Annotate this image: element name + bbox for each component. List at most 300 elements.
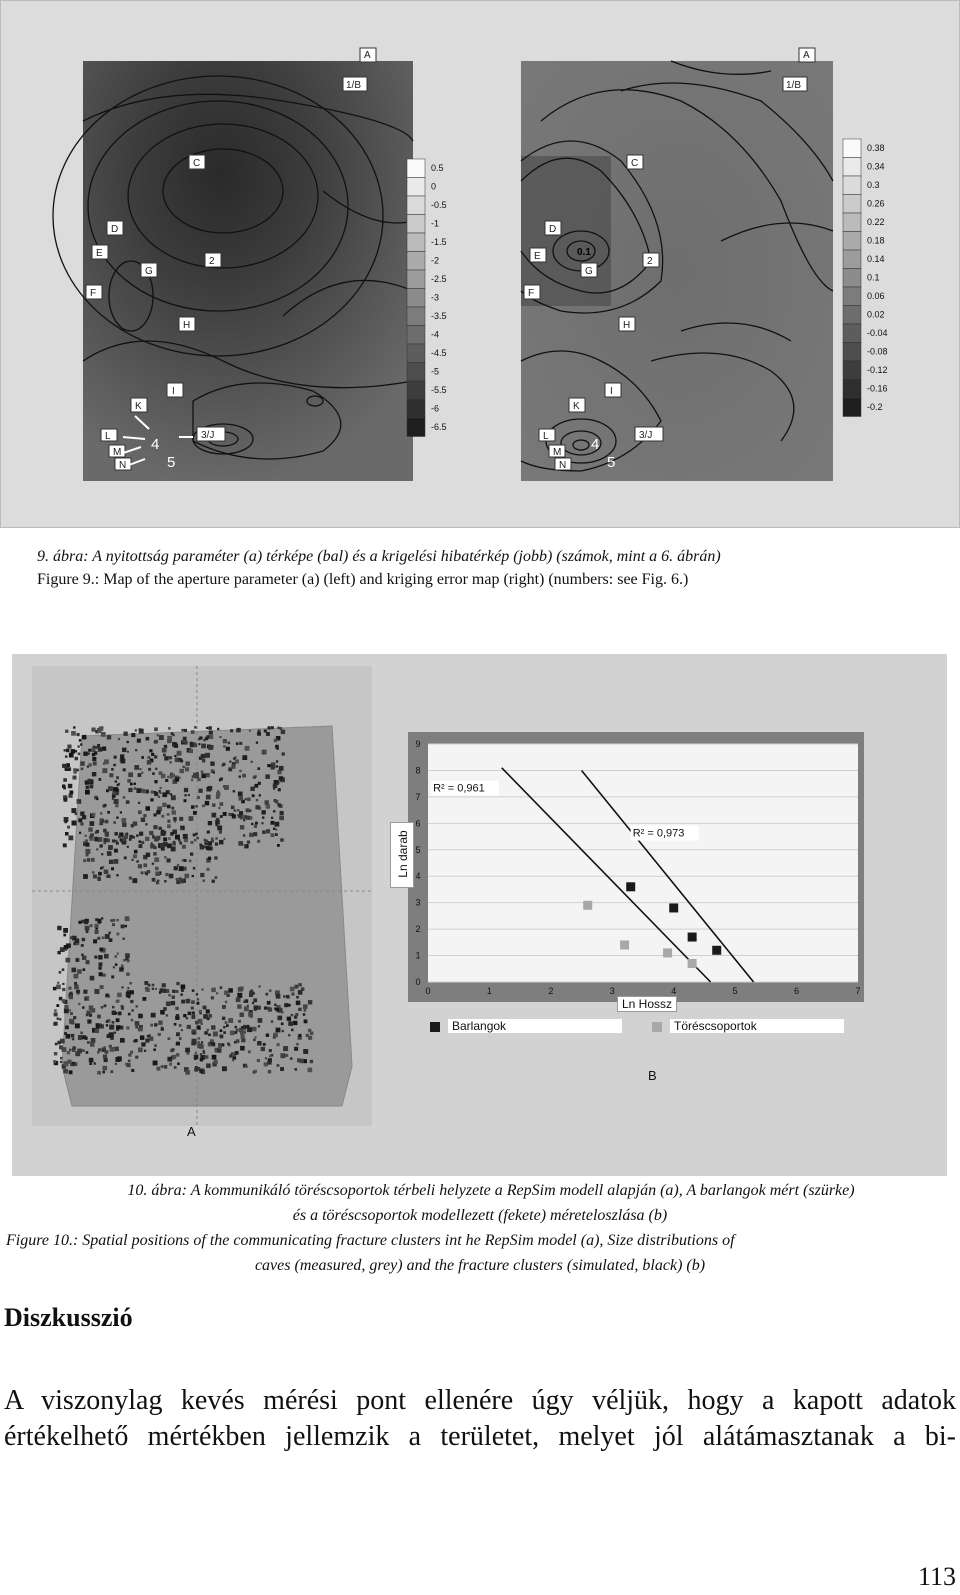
cloud-point <box>141 772 143 774</box>
cloud-point <box>187 1025 191 1029</box>
cloud-point <box>261 822 263 824</box>
cloud-point <box>219 736 221 738</box>
cloud-point <box>139 844 143 848</box>
cloud-point <box>268 726 271 729</box>
scale-tick-label: 0.34 <box>867 161 885 172</box>
cloud-point <box>128 788 132 792</box>
cloud-point <box>265 800 269 804</box>
cloud-point <box>56 1004 59 1007</box>
cloud-point <box>82 938 86 942</box>
scale-tick-label: 0.5 <box>431 163 444 173</box>
cloud-point <box>109 845 113 849</box>
cloud-point <box>71 731 76 736</box>
cloud-point <box>136 860 138 862</box>
cloud-point <box>280 1067 284 1071</box>
cloud-point <box>278 788 281 791</box>
kriging-error-map <box>521 50 833 481</box>
cloud-point <box>140 1035 145 1040</box>
y-tick-label: 6 <box>415 818 421 829</box>
cloud-point <box>98 872 102 876</box>
cloud-point <box>109 773 113 777</box>
cloud-point <box>181 729 184 732</box>
cloud-point <box>150 1024 153 1027</box>
cloud-point <box>284 1003 288 1007</box>
cloud-point <box>162 983 166 987</box>
cloud-point <box>84 921 88 925</box>
cloud-point <box>199 1069 203 1073</box>
cloud-point <box>220 815 223 818</box>
cloud-point <box>120 759 125 764</box>
cloud-point <box>65 730 68 733</box>
cloud-point <box>81 954 83 956</box>
cloud-point <box>114 1047 119 1052</box>
cloud-point <box>235 1031 238 1034</box>
cloud-point <box>206 773 210 777</box>
cloud-point <box>64 798 68 802</box>
cloud-point <box>78 745 80 747</box>
cloud-point <box>86 854 89 857</box>
cloud-point <box>65 821 68 824</box>
cloud-point <box>262 830 266 834</box>
y-tick-label: 4 <box>415 871 421 882</box>
cloud-point <box>191 1041 195 1045</box>
cloud-point <box>93 939 97 943</box>
cloud-point <box>90 1042 95 1047</box>
cloud-point <box>127 751 129 753</box>
cloud-point <box>277 727 279 729</box>
scale-swatch <box>843 306 861 325</box>
cloud-point <box>276 994 281 999</box>
cloud-point <box>188 1012 192 1016</box>
map-label: C <box>631 158 639 169</box>
cloud-point <box>280 811 284 815</box>
cloud-point <box>181 985 186 990</box>
cloud-point <box>295 985 299 989</box>
cloud-point <box>135 1021 140 1026</box>
scale-swatch <box>843 324 861 343</box>
cloud-point <box>114 849 118 853</box>
cloud-point <box>207 831 210 834</box>
cloud-point <box>205 801 210 806</box>
cloud-point <box>228 813 231 816</box>
cloud-point <box>170 832 174 836</box>
cloud-point <box>90 924 93 927</box>
figure-9 <box>0 0 960 528</box>
cloud-point <box>122 986 124 988</box>
cloud-point <box>125 833 127 835</box>
cloud-point <box>127 779 131 783</box>
map-label: 2 <box>647 256 653 267</box>
cloud-point <box>215 876 218 879</box>
cloud-point <box>197 1025 201 1029</box>
cloud-point <box>91 1038 96 1043</box>
cloud-point <box>264 1006 267 1009</box>
cloud-point <box>92 871 95 874</box>
cloud-point <box>168 1037 171 1040</box>
cloud-point <box>69 836 74 841</box>
cloud-point <box>246 816 250 820</box>
cloud-point <box>110 1047 115 1052</box>
cloud-point <box>291 993 294 996</box>
cloud-point <box>62 764 66 768</box>
cloud-point <box>271 821 275 825</box>
cloud-point <box>247 1005 249 1007</box>
contour-value-label: 0.1 <box>577 247 591 258</box>
cloud-point <box>243 819 245 821</box>
cloud-point <box>237 728 241 732</box>
cloud-point <box>231 813 234 816</box>
cloud-point <box>259 794 261 796</box>
cloud-point <box>176 878 178 880</box>
cloud-point <box>288 1021 293 1026</box>
cloud-point <box>203 1014 208 1019</box>
cloud-point <box>157 1067 161 1071</box>
cloud-point <box>245 1065 248 1068</box>
scale-tick-label: -0.2 <box>867 402 883 412</box>
cloud-point <box>69 995 73 999</box>
cloud-point <box>70 936 73 939</box>
figure-9-caption <box>37 545 937 591</box>
caption-en-line1: Figure 10.: Spatial positions of the communicating fracture clusters int he RepSim model (a), Size distributions of <box>6 1232 735 1249</box>
cloud-point <box>91 728 95 732</box>
cloud-point <box>85 849 90 854</box>
cloud-point <box>116 817 118 819</box>
cloud-point <box>238 815 241 818</box>
cloud-point <box>73 1016 76 1019</box>
cloud-point <box>271 817 273 819</box>
map-label: 1/B <box>346 80 362 91</box>
cloud-point <box>135 749 137 751</box>
cloud-point <box>102 747 106 751</box>
cloud-point <box>209 735 213 739</box>
cloud-point <box>182 859 184 861</box>
cloud-point <box>90 976 95 981</box>
cloud-point <box>189 860 192 863</box>
cloud-point <box>267 1001 271 1005</box>
cloud-point <box>256 799 258 801</box>
cloud-point <box>240 1013 245 1018</box>
cloud-point <box>266 993 269 996</box>
cloud-point <box>141 1042 145 1046</box>
cloud-point <box>198 738 200 740</box>
cloud-point <box>191 1015 195 1019</box>
cloud-point <box>97 744 100 747</box>
cloud-point <box>172 1055 176 1059</box>
cloud-point <box>126 992 131 997</box>
cloud-point <box>201 754 205 758</box>
map-label: H <box>183 320 191 331</box>
cloud-point <box>216 992 218 994</box>
cloud-point <box>181 989 184 992</box>
cloud-point <box>222 1017 225 1020</box>
cloud-point <box>100 867 103 870</box>
cloud-point <box>222 1005 226 1009</box>
body-line-2: értékelhető mértékben jellemzik a területet, melyet jól alátámasztanak a bi- <box>4 1421 956 1452</box>
cloud-point <box>155 872 160 877</box>
scale-swatch <box>407 252 425 271</box>
cloud-point <box>206 1063 211 1068</box>
cloud-point <box>177 1063 180 1066</box>
cloud-point <box>200 873 204 877</box>
cloud-point <box>85 843 89 847</box>
cloud-point <box>179 1024 182 1027</box>
map-label: 4 <box>151 436 160 453</box>
cloud-point <box>153 1061 158 1066</box>
cloud-point <box>66 958 71 963</box>
cloud-point <box>86 960 90 964</box>
cloud-point <box>74 985 79 990</box>
cloud-point <box>273 828 275 830</box>
cloud-point <box>103 1066 108 1071</box>
cloud-point <box>300 1059 304 1063</box>
cloud-point <box>280 1053 285 1058</box>
cloud-point <box>282 752 285 755</box>
cloud-point <box>193 1032 196 1035</box>
r2-label: R² = 0,961 <box>433 782 485 795</box>
cloud-point <box>251 761 253 763</box>
cloud-point <box>271 833 275 837</box>
cloud-point <box>254 825 257 828</box>
cloud-point <box>288 1034 290 1036</box>
cloud-point <box>79 832 81 834</box>
cloud-point <box>59 1018 61 1020</box>
cloud-point <box>118 835 121 838</box>
cloud-point <box>115 1063 117 1065</box>
cloud-point <box>105 820 109 824</box>
cloud-point <box>139 832 143 836</box>
scale-swatch <box>407 178 425 197</box>
cloud-point <box>240 1046 245 1051</box>
cloud-point <box>151 753 154 756</box>
cloud-point <box>104 954 109 959</box>
cloud-point <box>54 1012 58 1016</box>
cloud-point <box>127 741 129 743</box>
scale-tick-label: 0 <box>431 181 437 192</box>
cloud-point <box>103 1046 106 1049</box>
scale-tick-label: -3.5 <box>431 311 447 321</box>
cloud-point <box>223 838 225 840</box>
cloud-point <box>188 794 190 796</box>
cloud-point <box>120 1038 125 1043</box>
scale-tick-label: 0.06 <box>867 291 885 301</box>
cloud-point <box>145 987 148 990</box>
cloud-point <box>166 1014 168 1016</box>
cloud-point <box>126 972 130 976</box>
y-tick-label: 5 <box>415 844 421 855</box>
cloud-point <box>258 1025 260 1027</box>
cloud-point <box>60 1057 63 1060</box>
cloud-point <box>252 1002 254 1004</box>
y-tick-label: 3 <box>415 897 421 908</box>
cloud-point <box>138 802 140 804</box>
cloud-point <box>239 811 243 815</box>
legend-swatch-grey <box>652 1022 662 1032</box>
data-point <box>620 940 629 949</box>
cloud-point <box>79 739 82 742</box>
cloud-point <box>129 877 132 880</box>
data-point <box>712 946 721 955</box>
cloud-point <box>225 1001 228 1004</box>
cloud-point <box>190 742 193 745</box>
map-label: 1/B <box>786 80 802 91</box>
cloud-point <box>80 1032 83 1035</box>
section-heading: Diszkusszió <box>4 1303 133 1332</box>
cloud-point <box>168 727 171 730</box>
cloud-point <box>107 851 112 856</box>
cloud-point <box>113 919 116 922</box>
cloud-point <box>267 764 270 767</box>
cloud-point <box>94 956 97 959</box>
cloud-point <box>182 766 185 769</box>
cloud-point <box>172 996 175 999</box>
cloud-point <box>69 1010 71 1012</box>
cloud-point <box>143 997 147 1001</box>
cloud-point <box>94 1062 96 1064</box>
cloud-point <box>78 753 81 756</box>
cloud-point <box>273 788 275 790</box>
scale-swatch <box>407 196 425 215</box>
cloud-point <box>255 1036 257 1038</box>
cloud-point <box>111 867 114 870</box>
cloud-point <box>181 1029 183 1031</box>
cloud-point <box>280 838 284 842</box>
cloud-point <box>62 983 64 985</box>
cloud-point <box>168 790 170 792</box>
map-label: 3/J <box>201 430 215 441</box>
cloud-point <box>254 1005 258 1009</box>
data-point <box>688 933 697 942</box>
cloud-point <box>97 728 101 732</box>
cloud-point <box>88 827 92 831</box>
cloud-point <box>269 1049 272 1052</box>
cloud-point <box>155 768 157 770</box>
cloud-point <box>150 798 153 801</box>
cloud-point <box>227 1043 230 1046</box>
y-tick-label: 1 <box>415 950 421 961</box>
cloud-point <box>104 1004 107 1007</box>
cloud-point <box>63 778 67 782</box>
cloud-point <box>53 987 57 991</box>
cloud-point <box>154 727 158 731</box>
cloud-point <box>183 1014 186 1017</box>
x-tick-label: 4 <box>671 986 677 996</box>
cloud-point <box>275 822 280 827</box>
cloud-point <box>94 751 98 755</box>
cloud-point <box>71 749 76 754</box>
cloud-point <box>277 1064 280 1067</box>
cloud-point <box>153 825 157 829</box>
cloud-point <box>262 810 266 814</box>
cloud-point <box>191 841 194 844</box>
cloud-point <box>222 1066 227 1071</box>
cloud-point <box>154 780 157 783</box>
cloud-point <box>83 990 87 994</box>
cloud-point <box>153 1049 156 1052</box>
cloud-point <box>191 805 195 809</box>
cloud-point <box>163 1007 167 1011</box>
cloud-point <box>228 988 233 993</box>
cloud-point <box>212 813 217 818</box>
cloud-point <box>131 733 135 737</box>
cloud-point <box>239 742 242 745</box>
cloud-point <box>146 853 150 857</box>
cloud-point <box>174 744 178 748</box>
cloud-point <box>208 1034 211 1037</box>
cloud-point <box>201 1041 203 1043</box>
cloud-point <box>123 768 126 771</box>
cloud-point <box>268 1070 271 1073</box>
cloud-point <box>64 749 66 751</box>
cloud-point <box>77 969 82 974</box>
cloud-point <box>184 859 187 862</box>
cloud-point <box>158 796 160 798</box>
aperture-parameter-map <box>83 50 413 481</box>
cloud-point <box>236 997 241 1002</box>
cloud-point <box>296 1001 301 1006</box>
cloud-point <box>281 1023 284 1026</box>
cloud-point <box>154 857 159 862</box>
cloud-point <box>208 841 213 846</box>
cloud-point <box>115 955 118 958</box>
cloud-point <box>114 756 117 759</box>
cloud-point <box>147 1035 150 1038</box>
cloud-point <box>121 1007 124 1010</box>
cloud-point <box>291 1014 293 1016</box>
cloud-point <box>195 1021 199 1025</box>
cloud-point <box>107 811 110 814</box>
scale-swatch <box>407 233 425 252</box>
cloud-point <box>258 1018 263 1023</box>
cloud-point <box>66 767 68 769</box>
scale-swatch <box>407 400 425 419</box>
cloud-point <box>111 768 114 771</box>
cloud-point <box>118 1012 122 1016</box>
cloud-point <box>301 987 305 991</box>
cloud-point <box>253 992 255 994</box>
cloud-point <box>100 812 102 814</box>
scale-swatch <box>843 380 861 399</box>
cloud-point <box>155 988 157 990</box>
cloud-point <box>154 813 157 816</box>
cloud-point <box>62 1047 67 1052</box>
cloud-point <box>67 745 71 749</box>
cloud-point <box>304 1020 308 1024</box>
cloud-point <box>255 822 258 825</box>
cloud-point <box>264 1062 268 1066</box>
cloud-point <box>185 874 190 879</box>
cloud-point <box>180 993 183 996</box>
cloud-point <box>127 846 129 848</box>
scale-tick-label: 0.02 <box>867 309 885 320</box>
cloud-point <box>98 955 102 959</box>
cloud-point <box>194 726 197 729</box>
cloud-point <box>192 875 194 877</box>
scale-bar <box>843 139 913 424</box>
cloud-point <box>116 842 119 845</box>
cloud-point <box>136 1005 138 1007</box>
map-label: E <box>96 248 103 259</box>
cloud-point <box>252 1027 257 1032</box>
cloud-point <box>90 833 94 837</box>
cloud-point <box>96 1023 99 1026</box>
cloud-point <box>138 1048 143 1053</box>
cloud-point <box>184 788 188 792</box>
cloud-point <box>78 1035 83 1040</box>
cloud-point <box>273 1036 276 1039</box>
cloud-point <box>198 789 202 793</box>
scale-tick-label: -0.16 <box>867 383 888 394</box>
cloud-point <box>263 1043 266 1046</box>
